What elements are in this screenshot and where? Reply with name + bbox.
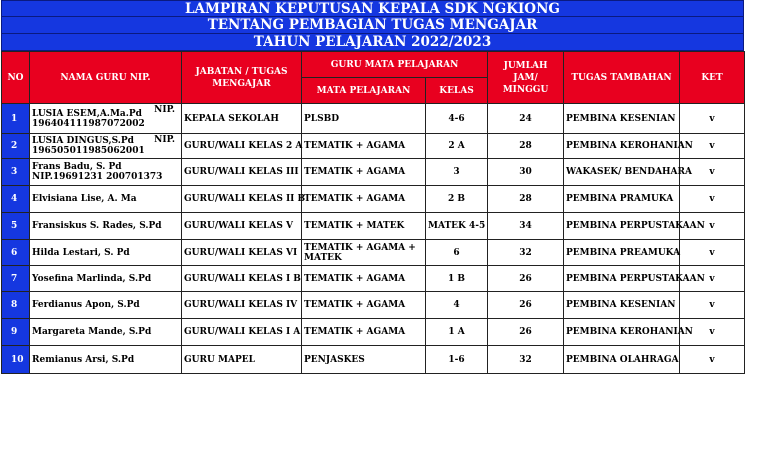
table-row: [2, 134, 745, 159]
col-mapel: MATA PELAJARAN: [302, 78, 426, 104]
row-jabatan: GURU/WALI KELAS 2 A: [182, 134, 302, 159]
col-nama: NAMA GURU NIP.: [30, 52, 182, 104]
row-nama: [30, 134, 182, 159]
row-mapel: TEMATIK + AGAMA: [302, 134, 426, 159]
row-kelas: 6: [426, 240, 488, 266]
row-tugas: PEMBINA PRAMUKA: [564, 186, 680, 213]
row-nama-line1: LUSIA DINGUS,S.Pd: [32, 136, 134, 146]
document-sheet: [1, 0, 744, 374]
table-row: [2, 104, 745, 134]
row-jam: 28: [488, 134, 564, 159]
row-jam: 26: [488, 266, 564, 292]
row-ket: v: [680, 292, 745, 319]
row-tugas: PEMBINA PERPUSTAKAAN: [564, 213, 680, 240]
row-tugas: WAKASEK/ BENDAHARA: [564, 159, 680, 186]
row-tugas: PEMBINA KEROHANIAN: [564, 134, 680, 159]
row-jam: 26: [488, 292, 564, 319]
table-row: [2, 266, 745, 292]
col-jabatan: JABATAN / TUGAS MENGAJAR: [182, 52, 302, 104]
row-no: 1: [2, 104, 30, 134]
row-kelas: 2 A: [426, 134, 488, 159]
header-line-3: TAHUN PELAJARAN 2022/2023: [1, 34, 744, 51]
row-nama-line1: Remianus Arsi, S.Pd: [32, 354, 135, 365]
row-jam: 28: [488, 186, 564, 213]
row-nama-line1: Hilda Lestari, S. Pd: [32, 247, 130, 258]
row-nama-line1: Yosefina Marlinda, S.Pd: [32, 273, 152, 284]
row-nama: [30, 104, 182, 134]
table-row: [2, 319, 745, 346]
row-kelas: 1 A: [426, 319, 488, 346]
col-jam: JUMLAH JAM/ MINGGU: [488, 52, 564, 104]
row-tugas: PEMBINA KESENIAN: [564, 104, 680, 134]
row-ket: v: [680, 319, 745, 346]
row-tugas: PEMBINA PERPUSTAKAAN: [564, 266, 680, 292]
row-mapel: TEMATIK + AGAMA: [302, 159, 426, 186]
table-row: [2, 213, 745, 240]
row-no: 7: [2, 266, 30, 292]
row-nama: [30, 292, 182, 319]
row-tugas: PEMBINA KESENIAN: [564, 292, 680, 319]
row-nama: [30, 346, 182, 374]
row-mapel: TEMATIK + AGAMA: [302, 186, 426, 213]
row-jabatan: GURU/WALI KELAS I B: [182, 266, 302, 292]
row-ket: v: [680, 159, 745, 186]
row-no: 5: [2, 213, 30, 240]
row-nama: [30, 186, 182, 213]
row-jam: 34: [488, 213, 564, 240]
row-jabatan: GURU/WALI KELAS V: [182, 213, 302, 240]
row-jabatan: GURU/WALI KELAS IV: [182, 292, 302, 319]
table-row: [2, 292, 745, 319]
row-tugas: PEMBINA KEROHANIAN: [564, 319, 680, 346]
header-line-1: LAMPIRAN KEPUTUSAN KEPALA SDK NGKIONG: [1, 0, 744, 17]
row-ket: v: [680, 346, 745, 374]
row-mapel: TEMATIK + AGAMA + MATEK: [302, 240, 426, 266]
row-nama: [30, 240, 182, 266]
row-jabatan: GURU/WALI KELAS VI: [182, 240, 302, 266]
row-mapel: PLSBD: [302, 104, 426, 134]
row-nama-line2: 196404111987072002: [32, 118, 145, 129]
row-nama-line2: 196505011985062001: [32, 146, 145, 156]
row-nama-line2: NIP.19691231 200701373: [32, 172, 163, 182]
row-nama-line1: Fransiskus S. Rades, S.Pd: [32, 221, 162, 231]
row-nama-line1: Frans Badu, S. Pd: [32, 162, 122, 172]
table-row: [2, 186, 745, 213]
row-ket: v: [680, 186, 745, 213]
row-jam: 30: [488, 159, 564, 186]
row-nama-line1: LUSIA ESEM,A.Ma.Pd: [32, 108, 142, 119]
row-kelas: 1-6: [426, 346, 488, 374]
col-ket: KET: [680, 52, 745, 104]
row-kelas: 2 B: [426, 186, 488, 213]
row-no: 8: [2, 292, 30, 319]
row-ket: v: [680, 134, 745, 159]
row-jam: 24: [488, 104, 564, 134]
row-no: 6: [2, 240, 30, 266]
table-row: [2, 159, 745, 186]
row-no: 4: [2, 186, 30, 213]
col-tugas: TUGAS TAMBAHAN: [564, 52, 680, 104]
row-nama-line1: Ferdianus Apon, S.Pd: [32, 300, 140, 310]
row-nama-line1: Elvisiana Lise, A. Ma: [32, 194, 137, 204]
row-ket: v: [680, 104, 745, 134]
row-jabatan: GURU/WALI KELAS III: [182, 159, 302, 186]
row-tugas: PEMBINA OLAHRAGA: [564, 346, 680, 374]
row-nama: [30, 159, 182, 186]
row-jam: 32: [488, 240, 564, 266]
col-guru-mapel: GURU MATA PELAJARAN: [302, 52, 488, 78]
row-ket: v: [680, 266, 745, 292]
table-row: [2, 346, 745, 374]
row-ket: v: [680, 240, 745, 266]
row-no: 3: [2, 159, 30, 186]
row-nama: [30, 266, 182, 292]
row-ket: v: [680, 213, 745, 240]
row-jam: 26: [488, 319, 564, 346]
row-jabatan: GURU/WALI KELAS I A: [182, 319, 302, 346]
row-no: 2: [2, 134, 30, 159]
row-jabatan: GURU/WALI KELAS II B: [182, 186, 302, 213]
row-nip-label: NIP.: [154, 105, 175, 115]
row-mapel: TEMATIK + AGAMA: [302, 319, 426, 346]
row-no: 10: [2, 346, 30, 374]
header-line-2: TENTANG PEMBAGIAN TUGAS MENGAJAR: [1, 17, 744, 34]
row-mapel: TEMATIK + AGAMA: [302, 292, 426, 319]
row-kelas: 3: [426, 159, 488, 186]
col-no: NO: [2, 52, 30, 104]
table-row: [2, 240, 745, 266]
row-mapel: TEMATIK + MATEK: [302, 213, 426, 240]
row-nama: [30, 213, 182, 240]
row-kelas: 4: [426, 292, 488, 319]
assignment-table: [1, 51, 745, 374]
row-nip-label: NIP.: [154, 135, 175, 145]
row-mapel: PENJASKES: [302, 346, 426, 374]
row-jabatan: GURU MAPEL: [182, 346, 302, 374]
row-jam: 32: [488, 346, 564, 374]
row-no: 9: [2, 319, 30, 346]
row-tugas: PEMBINA PREAMUKA: [564, 240, 680, 266]
row-kelas: 1 B: [426, 266, 488, 292]
col-kelas: KELAS: [426, 78, 488, 104]
row-nama: [30, 319, 182, 346]
row-mapel: TEMATIK + AGAMA: [302, 266, 426, 292]
row-kelas: 4-6: [426, 104, 488, 134]
row-nama-line1: Margareta Mande, S.Pd: [32, 327, 152, 337]
row-jabatan: KEPALA SEKOLAH: [182, 104, 302, 134]
row-kelas: MATEK 4-5: [426, 213, 488, 240]
